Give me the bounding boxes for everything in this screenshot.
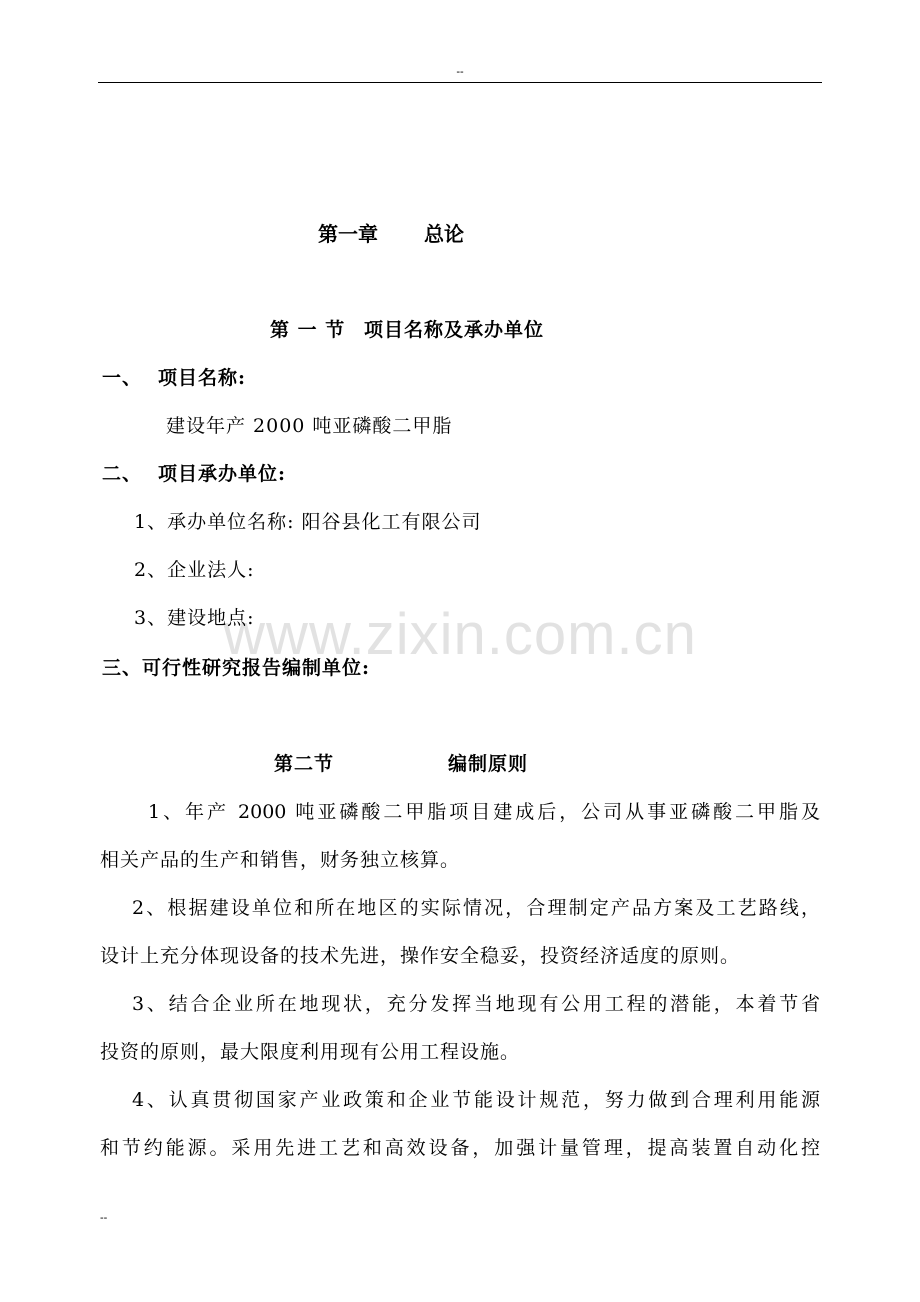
paragraph-3-line-2: 投资的原则，最大限度利用现有公用工程设施。 (100, 1041, 521, 1063)
paragraph-1-line-2: 相关产品的生产和销售，财务独立核算。 (100, 849, 461, 871)
item3-label: 三、可行性研究报告编制单位: (102, 657, 371, 679)
item2-label: 项目承办单位: (158, 463, 287, 485)
item2-line-2: 2、企业法人: (134, 559, 255, 581)
paragraph-3-line-1: 3、结合企业所在地现状，充分发挥当地现有公用工程的潜能，本着节省 (132, 993, 820, 1015)
header-mark: -- (456, 66, 464, 78)
section1-title-number: 第 一 节 (270, 319, 346, 341)
item2-number: 二、 (102, 463, 143, 485)
watermark: www.zixin.com.cn (223, 602, 697, 667)
section2-title-name: 编制原则 (448, 753, 529, 775)
section2-title-number: 第二节 (274, 753, 335, 775)
item1-number: 一、 (102, 367, 143, 389)
chapter-title (318, 222, 464, 246)
item1-label: 项目名称: (158, 367, 247, 389)
paragraph-4-line-2: 和节约能源。采用先进工艺和高效设备，加强计量管理，提高装置自动化控 (100, 1137, 820, 1159)
section1-title-name: 项目名称及承办单位 (364, 319, 545, 341)
paragraph-4-line-1: 4、认真贯彻国家产业政策和企业节能设计规范，努力做到合理利用能源 (132, 1089, 820, 1111)
item2-line-1: 1、承办单位名称: 阳谷县化工有限公司 (134, 511, 482, 533)
chapter-number: 第一章 (318, 222, 378, 246)
item1-value: 建设年产 2000 吨亚磷酸二甲脂 (166, 415, 453, 437)
paragraph-1-line-1: 1、年产 2000 吨亚磷酸二甲脂项目建成后，公司从事亚磷酸二甲脂及 (148, 801, 820, 823)
paragraph-2-line-2: 设计上充分体现设备的技术先进，操作安全稳妥，投资经济适度的原则。 (100, 945, 741, 967)
header-rule (98, 82, 822, 83)
item2-line-3: 3、建设地点: (134, 607, 255, 629)
footer-mark: -- (100, 1212, 108, 1224)
paragraph-2-line-1: 2、根据建设单位和所在地区的实际情况，合理制定产品方案及工艺路线， (132, 897, 820, 919)
chapter-name: 总论 (424, 222, 464, 246)
